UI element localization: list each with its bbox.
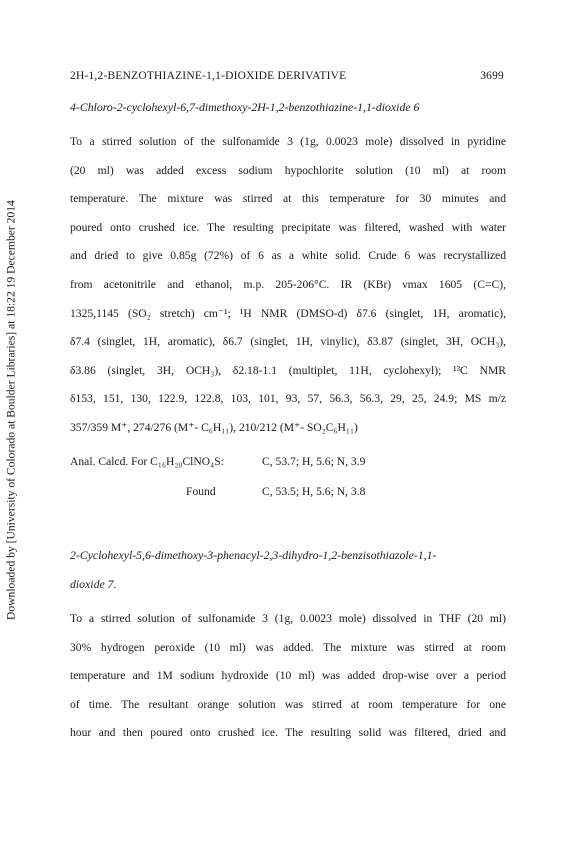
running-title: 2H-1,2-BENZOTHIAZINE-1,1-DIOXIDE DERIVATIVE [70,70,347,82]
analysis-values: C, 53.7; H, 5.6; N, 3.9 [262,455,366,468]
analysis-label: Anal. Calcd. For C₁₆H₂₀ClNO₄S: [70,455,224,468]
compound-7-heading-line-1: 2-Cyclohexyl-5,6-dimethoxy-3-phenacyl-2,3-dihydro-1,2-benzisothiazole-1,1- [70,548,437,562]
paragraph-line: and dried to give 0.85g (72%) of 6 as a white solid. Crude 6 was recrystallized [70,249,506,263]
elemental-analysis-calcd [70,455,365,468]
paragraph-line: temperature and 1M sodium hydroxide (10 ml) was added drop-wise over a period [70,669,506,683]
paragraph-line: hour and then poured onto crushed ice. The resulting solid was filtered, dried and [70,726,506,740]
paragraph-line: from acetonitrile and ethanol, m.p. 205-206°C. IR (KBr) νmax 1605 (C=C), [70,277,506,291]
running-header [70,70,504,82]
compound-6-procedure [70,135,506,450]
found-label: Found [186,485,216,498]
paragraph-line: To a stirred solution of the sulfonamide 3 (1g, 0.0023 mole) dissolved in pyridine [70,135,506,148]
page-number: 3699 [480,70,504,82]
paragraph-line: (20 ml) was added excess sodium hypochlorite solution (10 ml) at room [70,163,506,177]
paragraph-line: δ153, 151, 130, 122.9, 122.8, 103, 101, 93, 57, 56.3, 56.3, 29, 25, 24.9; MS m/z [70,392,506,406]
paragraph-line: To a stirred solution of sulfonamide 3 (1g, 0.0023 mole) dissolved in THF (20 ml) [70,612,506,625]
compound-7-procedure [70,612,506,755]
compound-6-heading: 4-Chloro-2-cyclohexyl-6,7-dimethoxy-2H-1,2-benzothiazine-1,1-dioxide 6 [70,100,420,114]
paragraph-line: δ3.86 (singlet, 3H, OCH₃), δ2.18-1.1 (multiplet, 11H, cyclohexyl); ¹³C NMR [70,363,506,377]
paragraph-line: 30% hydrogen peroxide (10 ml) was added. The mixture was stirred at room [70,640,506,654]
paragraph-line: δ7.4 (singlet, 1H, aromatic), δ6.7 (singlet, 1H, vinylic), δ3.87 (singlet, 3H, OCH₃), [70,335,506,349]
paragraph-line: poured onto crushed ice. The resulting precipitate was filtered, washed with water [70,220,506,234]
compound-7-heading-line-2: dioxide 7. [70,577,117,591]
paragraph-line: of time. The resultant orange solution was stirred at room temperature for one [70,697,506,711]
elemental-analysis-found [186,485,365,498]
paragraph-line: temperature. The mixture was stirred at this temperature for 30 minutes and [70,192,506,206]
paragraph-line: 1325,1145 (SO₂ stretch) cm⁻¹; ¹H NMR (DMSO-d) δ7.6 (singlet, 1H, aromatic), [70,306,506,320]
download-watermark: Downloaded by [University of Colorado at Boulder Libraries] at 18:22 19 December 2014 [4,200,18,620]
paragraph-line: 357/359 M⁺, 274/276 (M⁺- C₆H₁₁), 210/212 (M⁺- SO₂C₆H₁₁) [70,420,358,434]
found-values: C, 53.5; H, 5.6; N, 3.8 [262,485,366,498]
